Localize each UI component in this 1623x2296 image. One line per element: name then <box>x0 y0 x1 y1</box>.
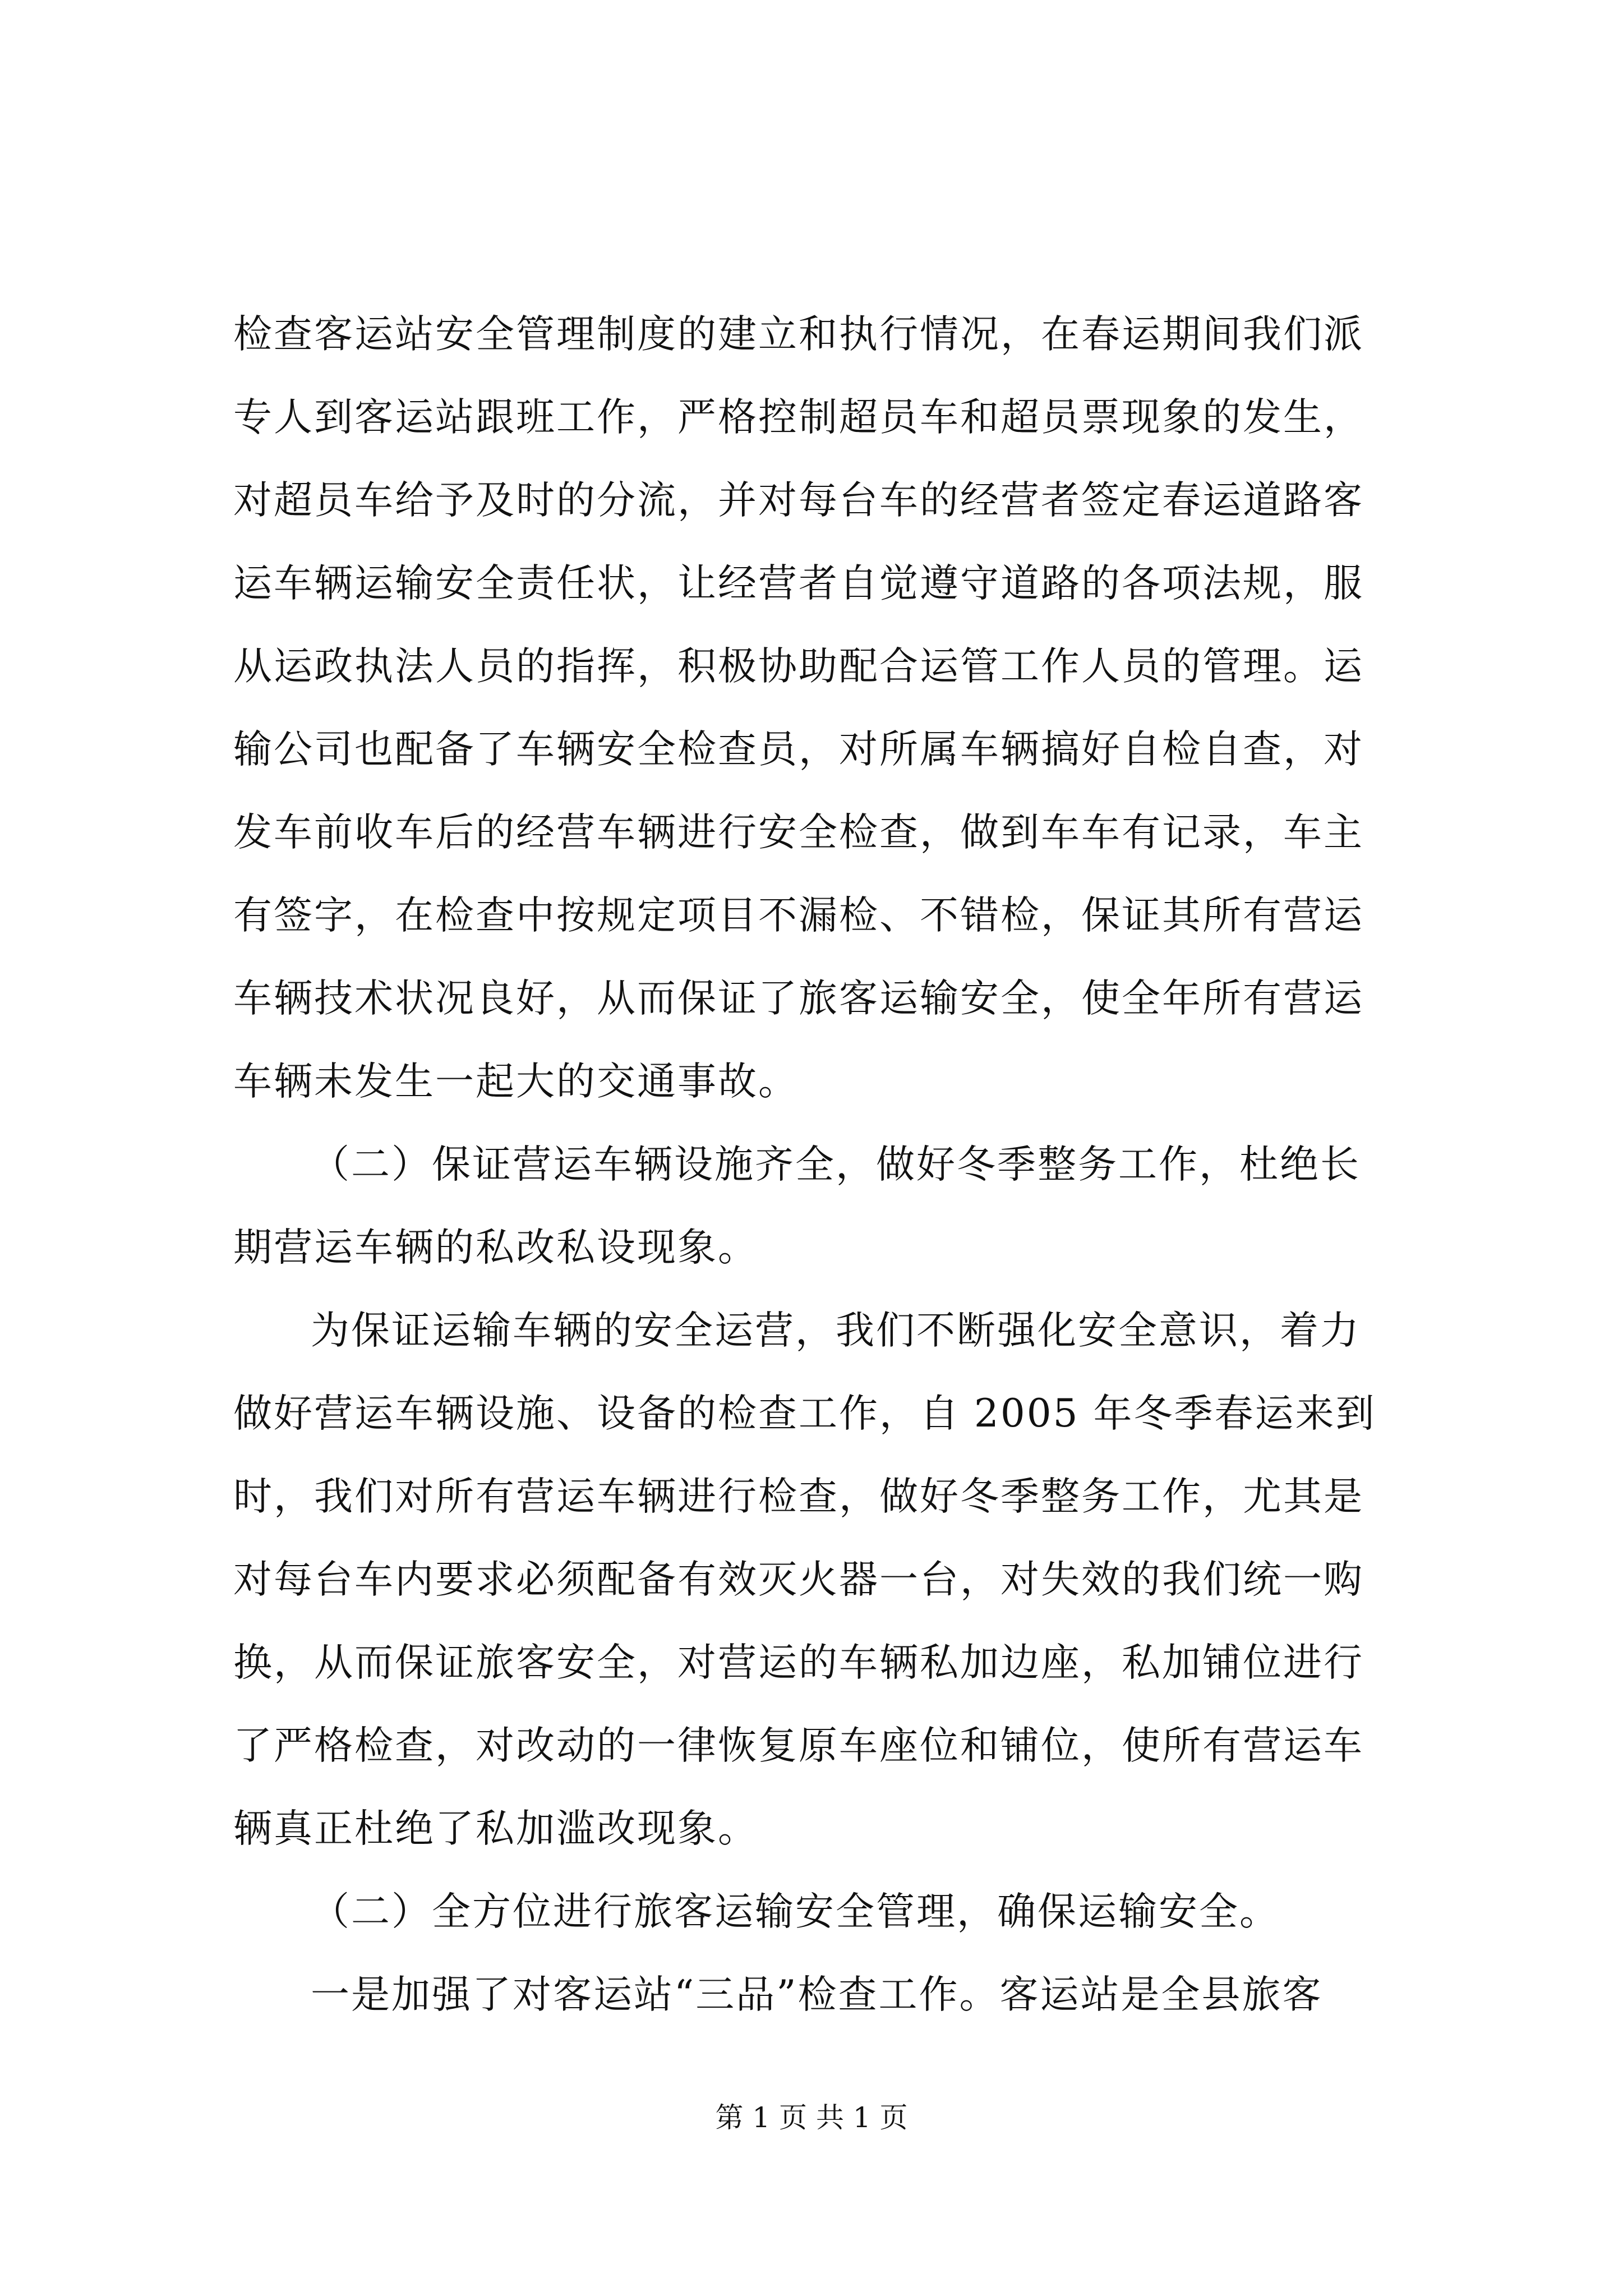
text-line: 从运政执法人员的指挥，积极协助配合运管工作人员的管理。运 <box>233 644 1364 689</box>
text-line: 辆真正杜绝了私加滥改现象。 <box>233 1806 758 1851</box>
text-line: （二）全方位进行旅客运输安全管理，确保运输安全。 <box>311 1889 1280 1934</box>
text-line: 做好营运车辆设施、设备的检查工作，自 2005 年冬季春运来到 <box>233 1391 1376 1436</box>
text-line: 时，我们对所有营运车辆进行检查，做好冬季整务工作，尤其是 <box>233 1474 1364 1519</box>
page-number-footer: 第 1 页 共 1 页 <box>715 2101 908 2134</box>
document-body <box>233 293 1417 2036</box>
text-line: 期营运车辆的私改私设现象。 <box>233 1225 758 1270</box>
text-line: 输公司也配备了车辆安全检查员，对所属车辆搞好自检自查，对 <box>233 727 1364 772</box>
text-line: 对超员车给予及时的分流，并对每台车的经营者签定春运道路客 <box>233 478 1364 523</box>
text-line: 了严格检查，对改动的一律恢复原车座位和铺位，使所有营运车 <box>233 1723 1364 1768</box>
text-line: 车辆未发生一起大的交通事故。 <box>233 1059 799 1104</box>
paragraph <box>233 1289 1417 1870</box>
paragraph <box>233 1953 1417 2036</box>
text-line: 对每台车内要求必须配备有效灭火器一台，对失效的我们统一购 <box>233 1557 1364 1602</box>
text-line: 发车前收车后的经营车辆进行安全检查，做到车车有记录，车主 <box>233 810 1364 855</box>
text-line: 有签字，在检查中按规定项目不漏检、不错检，保证其所有营运 <box>233 893 1364 938</box>
text-line: 车辆技术状况良好，从而保证了旅客运输安全，使全年所有营运 <box>233 976 1364 1021</box>
text-line: 换，从而保证旅客安全，对营运的车辆私加边座，私加铺位进行 <box>233 1640 1364 1685</box>
text-line: 检查客运站安全管理制度的建立和执行情况，在春运期间我们派 <box>233 312 1364 357</box>
paragraph <box>233 293 1417 1123</box>
text-line: 一是加强了对客运站“三品”检查工作。客运站是全县旅客 <box>311 1972 1323 2017</box>
section-heading <box>233 1123 1417 1289</box>
text-line: 运车辆运输安全责任状，让经营者自觉遵守道路的各项法规，服 <box>233 561 1364 606</box>
text-line: （二）保证营运车辆设施齐全，做好冬季整务工作，杜绝长 <box>311 1142 1361 1187</box>
text-line: 为保证运输车辆的安全运营，我们不断强化安全意识，着力 <box>311 1308 1361 1353</box>
section-heading <box>233 1870 1417 1953</box>
text-line: 专人到客运站跟班工作，严格控制超员车和超员票现象的发生， <box>233 395 1364 440</box>
